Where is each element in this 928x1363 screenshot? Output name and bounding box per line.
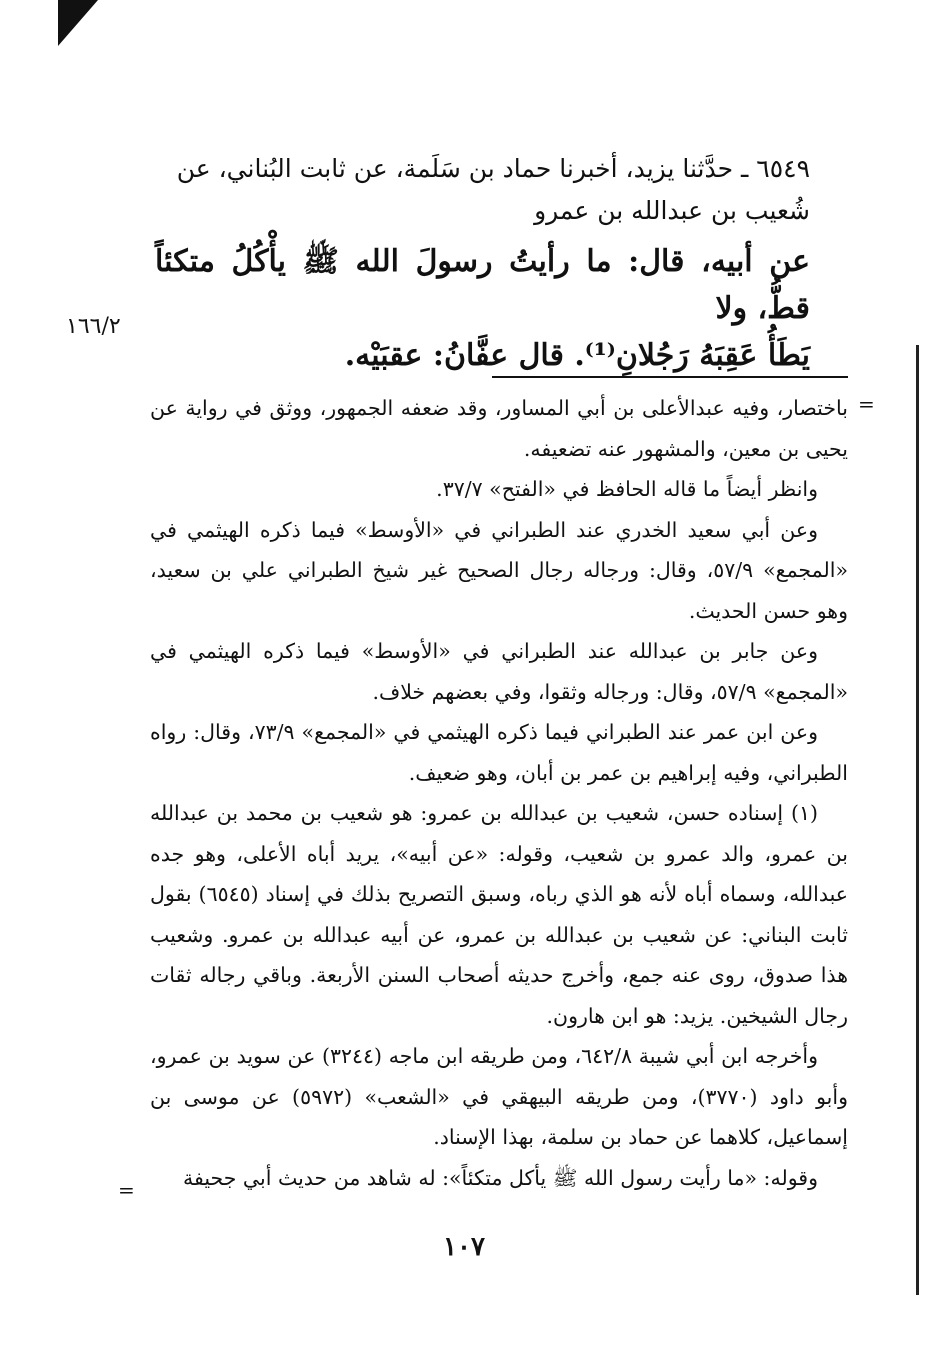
footnote-paragraph: وعن أبي سعيد الخدري عند الطبراني في «الأوسط» فيما ذكره الهيثمي في «المجمع» ٥٧/٩، وقال: ورجاله رجال الصحيح غير شيخ الطبراني علي بن سعيد، وهو حسن الحديث. [150, 517, 848, 623]
hadith-matn [155, 238, 810, 379]
page-edge-line [916, 345, 919, 1295]
isnad-line-2: شُعيب بن عبدالله بن عمرو [534, 196, 810, 225]
footnote-paragraph: (١) إسناده حسن، شعيب بن عبدالله بن عمرو: هو شعيب بن محمد بن عبدالله بن عمرو، والد عمرو بن شعيب، وقوله: «عن أبيه»، يريد أباه الأعلى، وهو جده عبدالله، وسماه أباه لأنه هو الذي رباه، وسبق التصريح بذلك في إسناد (٦٥٤٥) بقول ثابت البناني: عن شعيب بن عبدالله بن عمرو، عن أبيه عبدالله بن عمرو. وشعيب هذا صدوق، روى عنه جمع، وأخرج حديثه أصحاب السنن الأربعة. وباقي رجاله ثقات رجال الشيخين. يزيد: هو ابن هارون. [150, 801, 848, 1028]
isnad-line-1: ٦٥٤٩ ـ حدَّثنا يزيد، أخبرنا حماد بن سَلَمة، عن ثابت البُناني، عن [176, 154, 810, 183]
footnote-paragraph: باختصار، وفيه عبدالأعلى بن أبي المساور، وقد ضعفه الجمهور، ووثق في رواية عن يحيى بن معين، والمشهور عنه تضعيفه. [150, 396, 848, 461]
hadith-block [155, 148, 810, 379]
corner-triangle-mark [58, 0, 98, 46]
page-number: ١٠٧ [443, 1232, 485, 1262]
footnote-paragraph: وانظر أيضاً ما قاله الحافظ في «الفتح» ٣٧/٧. [436, 477, 818, 501]
footnote-paragraph: وأخرجه ابن أبي شيبة ٦٤٢/٨، ومن طريقه ابن ماجه (٣٢٤٤) عن سويد بن عمرو، وأبو داود (٣٧٧٠)، ومن طريقه البيهقي في «الشعب» (٥٩٧٢) عن موسى بن إسماعيل، كلاهما عن حماد بن سلمة، بهذا الإسناد. [150, 1044, 848, 1149]
footnotes-section [150, 388, 848, 1198]
footnote-continues-marker: = [118, 1178, 135, 1202]
matn-line-1: عن أبيه، قال: ما رأيتُ رسولَ الله ﷺ يأْكُلُ متكئاً قطُّ، ولا [155, 244, 810, 326]
footnote-separator [492, 376, 848, 378]
hadith-isnad [155, 148, 810, 232]
matn-line-2: يَطَأُ عَقِبَهُ رَجُلانِ⁽¹⁾. قال عفَّانُ: عقبَيْه. [344, 338, 810, 373]
footnote-paragraph: وعن ابن عمر عند الطبراني فيما ذكره الهيثمي في «المجمع» ٧٣/٩، وقال: رواه الطبراني، وفيه إبراهيم بن عمر بن أبان، وهو ضعيف. [150, 720, 848, 785]
margin-volume-page-ref: ١٦٦/٢ [66, 314, 121, 339]
footnote-paragraph: وقوله: «ما رأيت رسول الله ﷺ يأكل متكئاً»: له شاهد من حديث أبي جحيفة [182, 1165, 818, 1190]
footnote-paragraph: وعن جابر بن عبدالله عند الطبراني في «الأوسط» فيما ذكره الهيثمي في «المجمع» ٥٧/٩، وقال: ورجاله وثقوا، وفي بعضهم خلاف. [150, 639, 848, 704]
footnote-continuation-marker: = [858, 392, 875, 416]
